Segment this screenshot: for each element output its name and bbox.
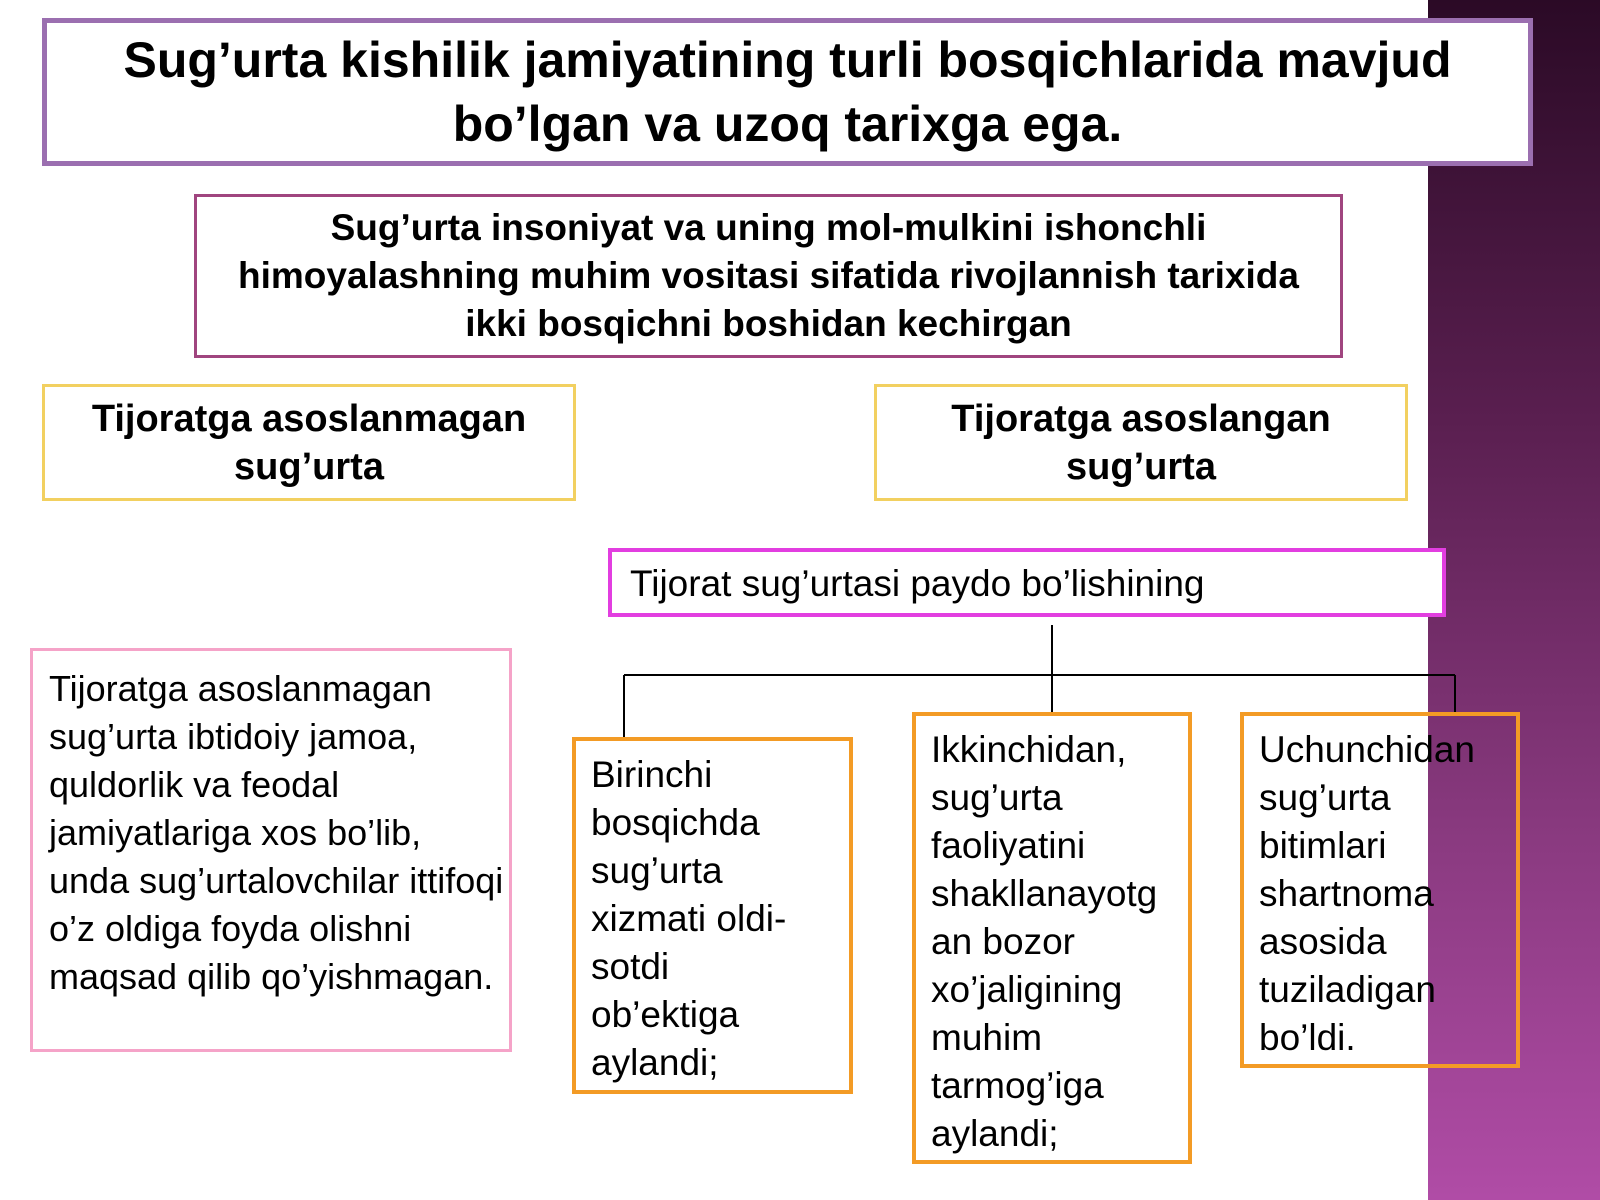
- commercial-origin-header: Tijorat sug’urtasi paydo bo’lishining: [630, 563, 1205, 604]
- step-text-second: Ikkinchidan, sug’urta faoliyatini shakllanayotg an bozor xo’jaligining muhim tarmog’iga aylandi;: [931, 729, 1158, 1154]
- subtitle-box: [194, 194, 1343, 358]
- step-box-second: [912, 712, 1192, 1164]
- subtitle-text: Sug’urta insoniyat va uning mol-mulkini ishonchli himoyalashning muhim vositasi sifatida rivojlannish tarixida ikki bosqichni boshidan kechirgan: [238, 207, 1299, 344]
- category-commercial-box: [874, 384, 1408, 501]
- slide-title-box: [42, 18, 1533, 166]
- category-non-commercial-label: Tijoratga asoslanmagan sug’urta: [91, 397, 527, 488]
- category-non-commercial-box: [42, 384, 576, 501]
- step-box-first: [572, 737, 853, 1094]
- slide-title: Sug’urta kishilik jamiyatining turli bosqichlarida mavjud bo’lgan va uzoq tarixga ega.: [123, 32, 1452, 152]
- non-commercial-description: Tijoratga asoslanmagan sug’urta ibtidoiy jamoa, quldorlik va feodal jamiyatlariga xos bo’lib, unda sug’urtalovchilar ittifoqi o’z oldiga foyda olishni maqsad qilib qo’yishmagan.: [49, 668, 504, 997]
- non-commercial-description-box: [30, 648, 512, 1052]
- category-commercial-label: Tijoratga asoslangan sug’urta: [951, 397, 1331, 488]
- commercial-origin-header-box: [608, 548, 1446, 617]
- step-box-third: [1240, 712, 1520, 1068]
- step-text-first: Birinchi bosqichda sug’urta xizmati oldi- sotdi ob’ektiga aylandi;: [591, 754, 787, 1083]
- step-text-third: Uchunchidan sug’urta bitimlari shartnoma asosida tuziladigan bo’ldi.: [1259, 729, 1475, 1058]
